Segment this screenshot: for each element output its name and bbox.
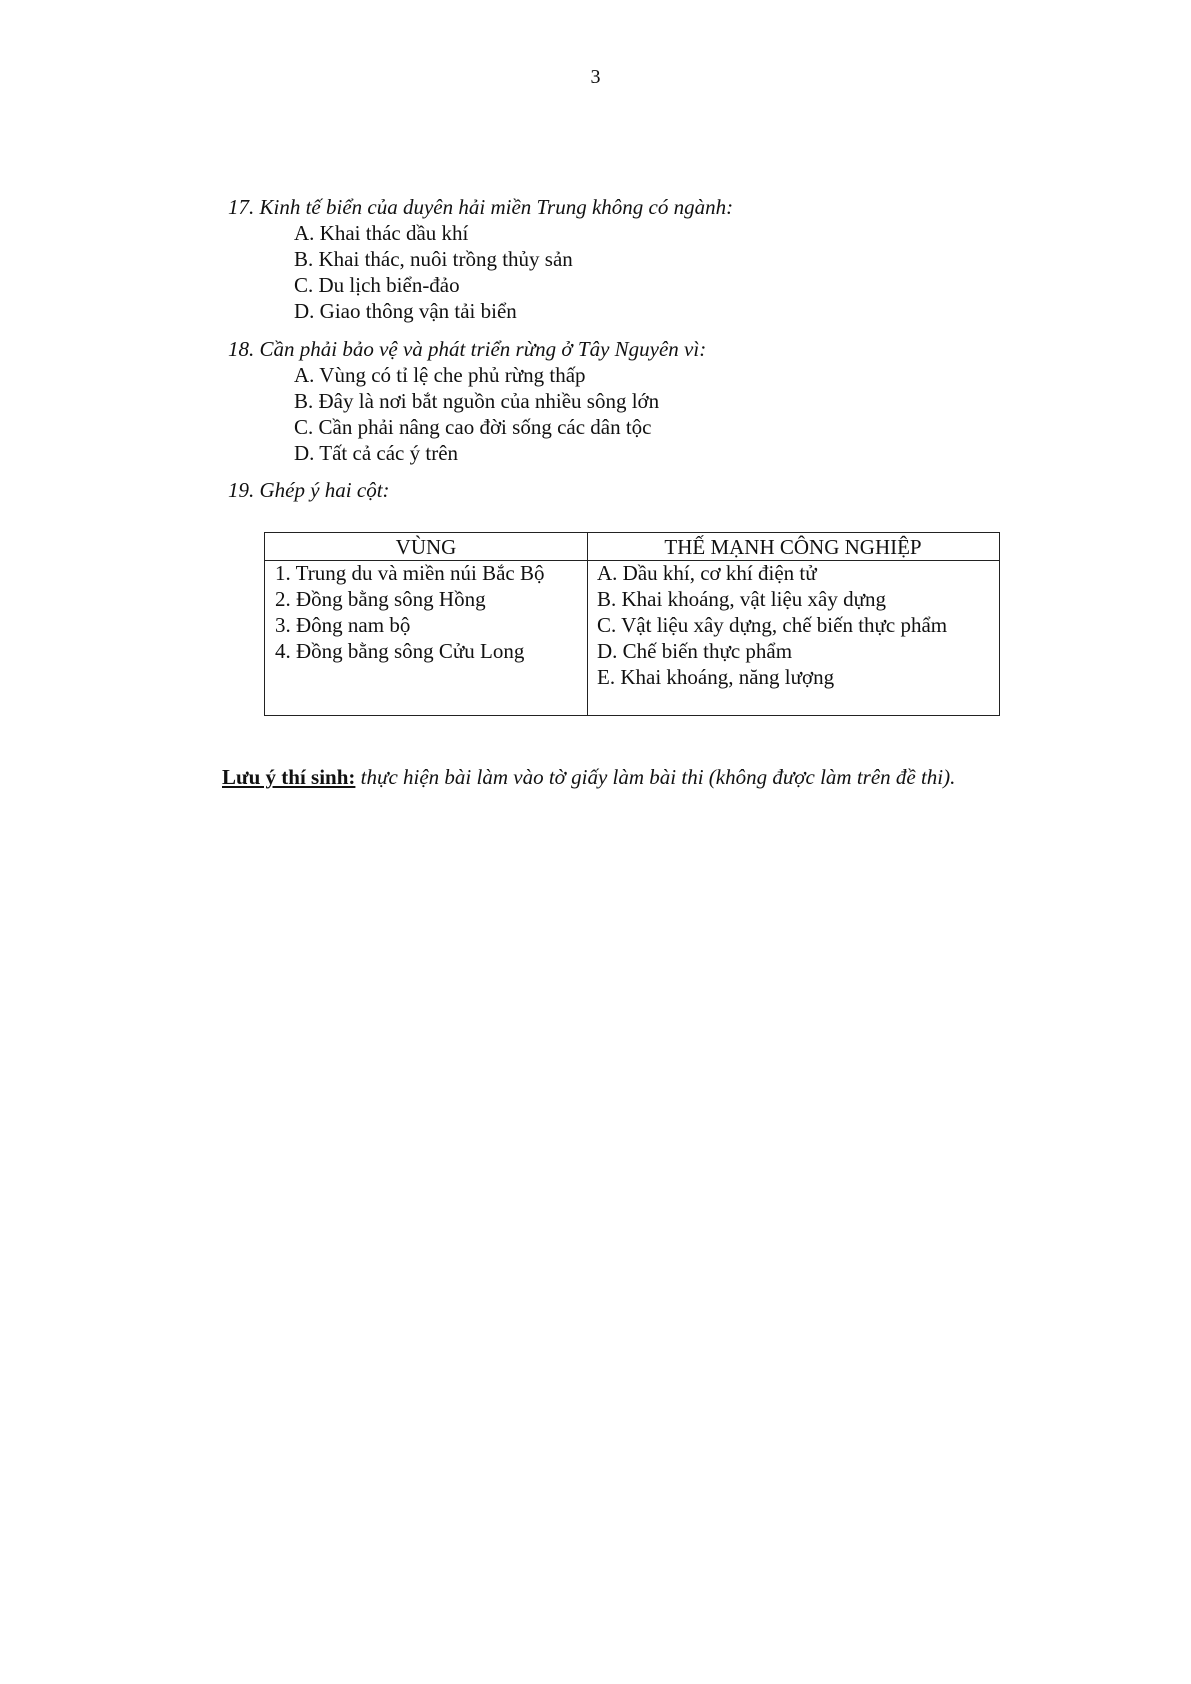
- region-item: 1. Trung du và miền núi Bắc Bộ: [275, 561, 545, 585]
- header-region: VÙNG: [395, 535, 457, 559]
- option-c: C. Cần phải nâng cao đời sống các dân tộc: [294, 415, 652, 439]
- industry-item: A. Dầu khí, cơ khí điện tử: [597, 561, 817, 585]
- note-text: thực hiện bài làm vào tờ giấy làm bài thi (không được làm trên đề thi).: [360, 765, 956, 789]
- option-d: D. Giao thông vận tải biển: [294, 299, 517, 323]
- industry-item: E. Khai khoáng, năng lượng: [597, 665, 835, 689]
- option-c: C. Du lịch biển-đảo: [294, 273, 460, 297]
- option-d: D. Tất cả các ý trên: [294, 441, 459, 465]
- region-list: [275, 560, 545, 664]
- industry-item: C. Vật liệu xây dựng, chế biến thực phẩm: [597, 613, 948, 637]
- option-a: A. Vùng có tỉ lệ che phủ rừng thấp: [294, 363, 586, 387]
- option-a: A. Khai thác dầu khí: [294, 221, 469, 245]
- region-item: 2. Đồng bằng sông Hồng: [275, 587, 486, 611]
- page-number: 3: [590, 66, 601, 88]
- region-item: 4. Đồng bằng sông Cửu Long: [275, 639, 525, 663]
- option-b: B. Khai thác, nuôi trồng thủy sản: [294, 247, 573, 271]
- note-label: Lưu ý thí sinh:: [222, 765, 356, 789]
- header-industry-strength: THẾ MẠNH CÔNG NGHIỆP: [664, 535, 922, 559]
- question-17: [228, 194, 733, 324]
- option-b: B. Đây là nơi bắt nguồn của nhiều sông lớn: [294, 389, 660, 413]
- option-list: [294, 220, 733, 324]
- region-item: 3. Đông nam bộ: [275, 613, 411, 637]
- option-list: [294, 362, 706, 466]
- question-title: 19. Ghép ý hai cột:: [228, 478, 390, 502]
- question-title: 18. Cần phải bảo vệ và phát triển rừng ở Tây Nguyên vì:: [228, 337, 707, 361]
- question-18: [228, 336, 706, 466]
- question-title: 17. Kinh tế biển của duyên hải miền Trung không có ngành:: [228, 195, 734, 219]
- industry-strength-list: [597, 560, 947, 690]
- matching-table: [264, 532, 1000, 716]
- industry-item: D. Chế biến thực phẩm: [597, 639, 793, 663]
- question-19: [228, 477, 390, 503]
- candidate-note: [222, 765, 955, 790]
- industry-item: B. Khai khoáng, vật liệu xây dựng: [597, 587, 886, 611]
